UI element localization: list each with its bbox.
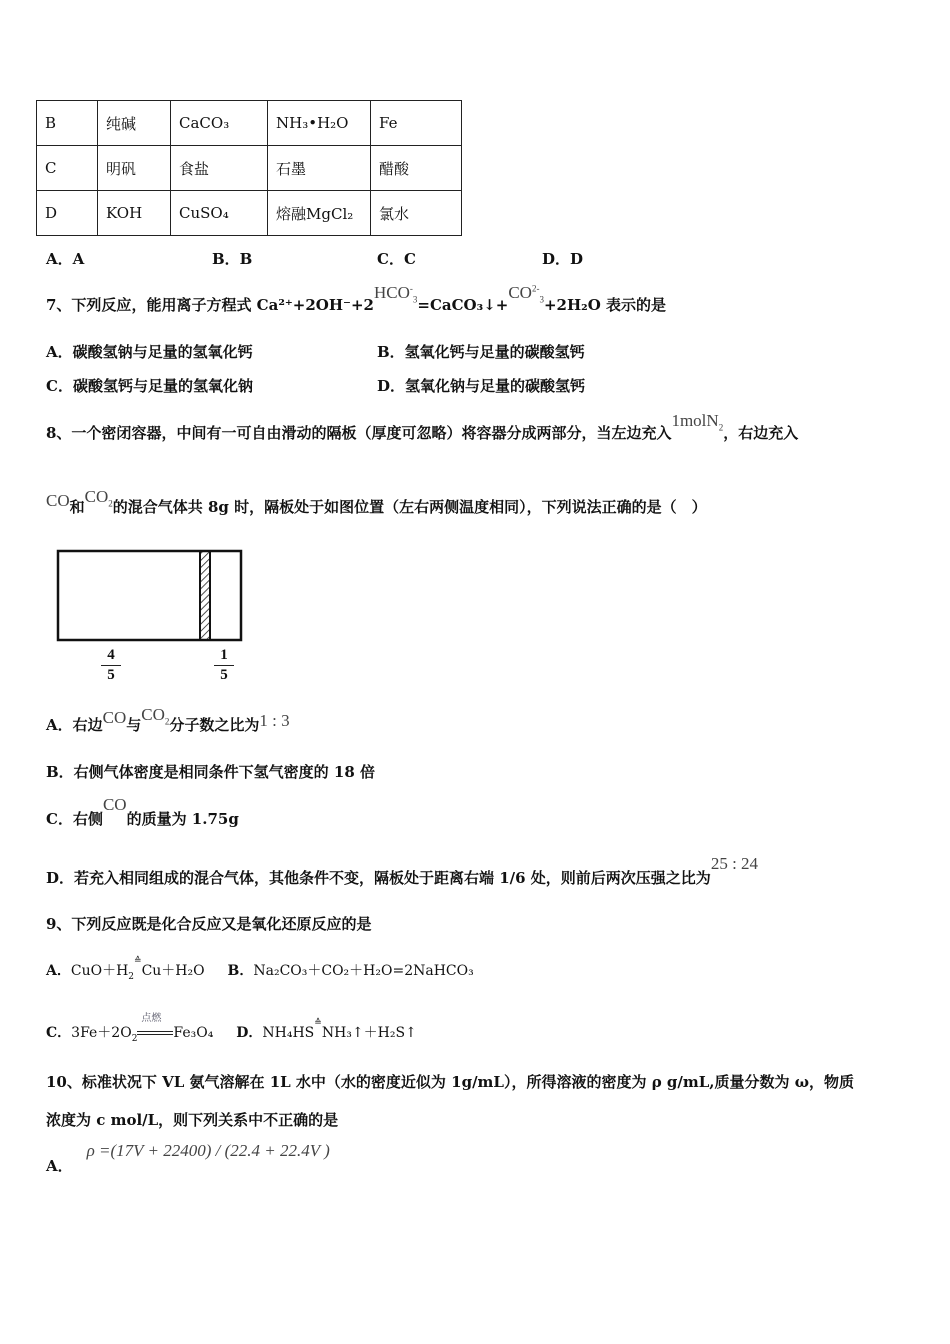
q10-option-a: A．ρ =(17V + 22400) / (22.4 + 22.4V ) [46,1141,330,1175]
q7-middle: =CaCO₃↓+ [417,296,509,314]
q8-line2 [46,487,707,518]
fraction-left-numerator: 4 [107,647,115,663]
classification-table [36,100,462,236]
q9-options-cd: C．$3Fe+2O_2$ 点燃 Fe₃O₄ D．NH₄HS≙NH₃↑＋H₂S↑ [46,1013,417,1044]
table-cell: NH₃•H₂O [268,101,371,146]
table-row [37,146,462,191]
q8-option-a: A．右边CO与$CO_2$分子数之比为1 : 3 [46,705,290,734]
table-cell: 明矾 [98,146,171,191]
table-cell: 醋酸 [371,146,462,191]
fraction-right-numerator: 1 [220,647,228,663]
q8-line1-prefix: 8、一个密闭容器，中间有一可自由滑动的隔板（厚度可忽略）将容器分成两部分，当左边充入 [46,424,672,442]
fraction-right-denominator: 5 [220,667,228,683]
q9-options-ab: A．$CuO+H_2^≙Cu+H_2O$ B．Na₂CO₃＋CO₂＋H₂O=2NaHCO₃ [46,956,474,982]
q8-d-ratio: 25 : 24 [710,854,759,873]
q7-co3: $CO^{2-}_3$ [508,283,544,305]
table-cell: 熔融MgCl₂ [268,191,371,236]
table-cell: CaCO₃ [171,101,268,146]
table-cell: D [37,191,98,236]
table-cell: C [37,146,98,191]
q6-option-c: C．C [377,250,416,268]
q8-line1-suffix: ，右边充入 [723,424,799,442]
table-cell: KOH [98,191,171,236]
q8-co2: $CO_2$ [84,487,113,509]
fraction-right [214,647,234,684]
q7-option-d: D．氢氧化钠与足量的碳酸氢钙 [377,377,586,395]
q8-and: 和 [69,498,85,516]
q8-a-co: CO [102,708,127,727]
q8-c-co: CO [102,795,127,814]
q7-option-c: C．碳酸氢钙与足量的氢氧化钠 [46,377,253,395]
container-outline [58,551,241,640]
ignite-condition: 点燃 [137,1025,173,1041]
q7-option-a: A．碳酸氢钠与足量的氢氧化钙 [46,343,253,361]
q8-line2-suffix: 的混合气体共 8g 时，隔板处于如图位置（左右两侧温度相同），下列说法正确的是（ ） [112,498,707,516]
q8-a-ratio: 1 : 3 [259,711,290,730]
fraction-left-denominator: 5 [107,667,115,683]
q10-line2: 浓度为 c mol/L，则下列关系中不正确的是 [46,1111,339,1129]
q7-hco3: $HCO^-_3$ [373,283,418,305]
q9-title: 9、下列反应既是化合反应又是氧化还原反应的是 [46,915,372,933]
table-cell: 氯水 [371,191,462,236]
q6-option-a: A．A [46,250,85,268]
table-row [37,191,462,236]
q7-prefix: 7、下列反应，能用离子方程式 Ca²⁺+2OH⁻+2 [46,296,374,314]
table-row [37,101,462,146]
q7-suffix: +2H₂O 表示的是 [543,296,666,314]
q8-line1 [46,411,799,444]
q10-a-formula: ρ =(17V + 22400) / (22.4 + 22.4V ) [86,1141,330,1160]
table-cell: Fe [371,101,462,146]
q8-option-b: B．右侧气体密度是相同条件下氢气密度的 18 倍 [46,763,375,781]
table-cell: 食盐 [171,146,268,191]
container-diagram [50,548,250,648]
q8-a-co2: $CO_2$ [141,705,170,727]
q8-co: CO [46,491,70,510]
q6-option-d: D．D [542,250,584,268]
q6-option-b: B．B [212,250,253,268]
q7-stem [46,283,666,316]
partition [200,551,210,640]
q8-option-c: C．右侧CO的质量为 1.75g [46,795,239,828]
q8-option-d: D．若充入相同组成的混合气体，其他条件不变，隔板处于距离右端 1/6 处，则前后两次压强之比为25 : 24 [46,854,759,887]
q8-n2: 1molN$_2$ [671,411,724,433]
q10-line1: 10、标准状况下 VL 氨气溶解在 1L 水中（水的密度近似为 1g/mL），所得溶液的密度为 ρ g/mL,质量分数为 ω，物质 [46,1073,855,1091]
table-cell: 石墨 [268,146,371,191]
table-cell: CuSO₄ [171,191,268,236]
fraction-left [101,647,121,684]
q7-option-b: B．氢氧化钙与足量的碳酸氢钙 [377,343,585,361]
table-cell: 纯碱 [98,101,171,146]
table-cell: B [37,101,98,146]
